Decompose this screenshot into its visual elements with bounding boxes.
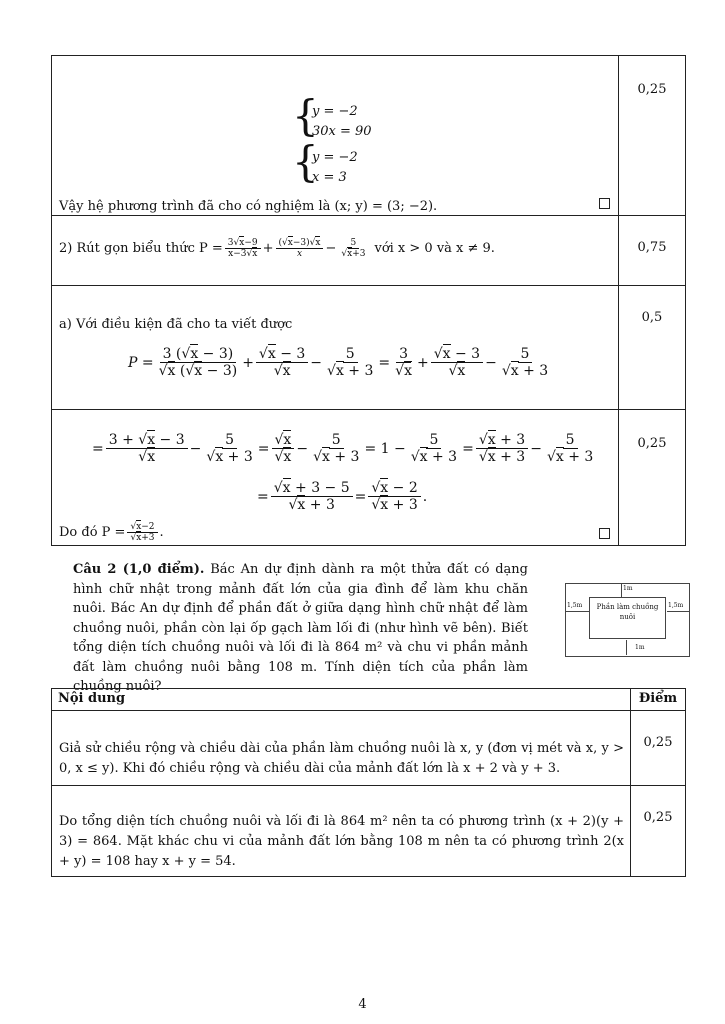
answer-table (51, 688, 686, 877)
header-score: Điểm (631, 689, 686, 711)
score-cell: 0,25 (619, 56, 686, 216)
score-cell: 0,5 (619, 286, 686, 410)
fraction: $\frac{√x-2}{√x+3}$ (127, 522, 157, 544)
fraction: $\frac{5}{√x+3}$ (341, 238, 366, 260)
fraction: $\frac{3 + √x - 3}{√x}$ (106, 432, 188, 465)
rewritten-expression: P = $\frac{3 (√x - 3)}{√x (√x - 3)}$ + $\frac{√x - 3}{√x}$ − $\frac{5}{√x + 3}$ = $\frac{3}{√x}$ + $\frac{√x - 3}{√x}$ − $\frac{5}{√x + 3}$ (128, 346, 553, 379)
fraction: $\frac{3}{√x}$ (395, 346, 412, 380)
intro-text: 2) Rút gọn biểu thức P = (59, 241, 223, 257)
solution-table (51, 55, 686, 546)
fraction: $\frac{5}{√x + 3}$ (206, 432, 253, 466)
page-number: 4 (358, 997, 367, 1012)
answer-row-text: Giả sử chiều rộng và chiều dài của phần làm chuồng nuôi là x, y (đơn vị mét và x, y > 0, x ≤ y). Khi đó chiều rộng và chiều dài của mảnh đất lớn là x + 2 và y + 3. (52, 711, 631, 786)
fraction: $\frac{5}{√x + 3}$ (501, 346, 549, 380)
conclusion-text: Vậy hệ phương trình đã cho có nghiệm là (x; y) = (3; −2). (59, 199, 438, 214)
question-body: Bác An dự định dành ra một thửa đất có dạng hình chữ nhật trong mảnh đất lớn của gia đình để làm khu chăn nuôi. Bác An dự định để phần đất ở giữa dạng hình chữ nhật để làm chuồng nuôi, phần còn lại ốp gạch làm lối đi (như hình vẽ bên). Biết tổng diện tích chuồng nuôi và lối đi là 864 m² và chu vi phần mảnh đất làm chuồng nuôi bằng 108 m. Tính diện tích của phần làm chuồng nuôi? (73, 562, 529, 694)
row3-content (52, 286, 619, 410)
fraction: $\frac{√x + 3 - 5}{√x + 3}$ (271, 480, 353, 513)
left-dimension: 1,5m (567, 602, 583, 609)
equation-line: 30x = 90 (312, 124, 372, 139)
condition-text: với x > 0 và x ≠ 9. (374, 241, 495, 257)
fraction: $\frac{√x + 3}{√x + 3}$ (476, 432, 528, 465)
bottom-dimension: 1m (635, 644, 645, 651)
question-2-text (73, 560, 528, 697)
row4-content (52, 410, 619, 546)
fraction: $\frac{√x - 3}{√x}$ (431, 346, 483, 379)
land-diagram (565, 583, 690, 657)
expression-P: 2) Rút gọn biểu thức P = $\frac{3√x-9}{x-3√x}$ + $\frac{(√x-3)√x}{x}$ − $\frac{5}{√x+3}$ với x > 0 và x ≠ 9. (59, 238, 495, 260)
fraction: $\frac{√x - 3}{√x}$ (256, 346, 308, 379)
fraction: $\frac{√x}{√x}$ (272, 432, 295, 465)
fraction: $\frac{3√x-9}{x-3√x}$ (225, 238, 261, 260)
fraction: $\frac{3 (√x - 3)}{√x (√x - 3)}$ (158, 346, 238, 380)
row1-content: { y = −2 30x = 90 { y = −2 x = 3 Vậy hệ phương trình đã cho có nghiệm là (x; y) = (3; −2). (52, 56, 619, 216)
header-content: Nội dung (52, 689, 631, 711)
therefore-text: Do đó P = (59, 525, 126, 541)
right-dimension: 1,5m (668, 602, 684, 609)
final-result: Do đó P = $\frac{√x-2}{√x+3}$ . (59, 522, 164, 544)
equation-line: x = 3 (312, 170, 347, 185)
equation-line: y = −2 (312, 104, 358, 119)
simplification-line-2: = $\frac{√x + 3 - 5}{√x + 3}$ = $\frac{√x - 2}{√x + 3}$ . (257, 480, 428, 514)
answer-row-text: Do tổng diện tích chuồng nuôi và lối đi là 864 m² nên ta có phương trình (x + 2)(y + 3) = 864. Mặt khác chu vi của mảnh đất lớn bằng 108 m nên ta có phương trình 2(x + y) = 108 hay x + y = 54. (52, 786, 631, 877)
fraction: $\frac{√x - 2}{√x + 3}$ (368, 480, 420, 513)
top-dimension: 1m (623, 585, 633, 592)
score-cell: 0,75 (619, 216, 686, 286)
fraction: $\frac{(√x-3)√x}{x}$ (276, 238, 324, 260)
pen-area-label: Phần làm chuồng nuôi (589, 597, 666, 639)
qed-square-icon (599, 198, 610, 209)
equation-line: y = −2 (312, 150, 358, 165)
fraction: $\frac{5}{√x + 3}$ (327, 346, 374, 380)
question-title: Câu 2 (1,0 điểm). (73, 562, 205, 577)
intro-text: a) Với điều kiện đã cho ta viết được (59, 317, 293, 332)
simplification-line-1: = $\frac{3 + √x - 3}{√x}$ − $\frac{5}{√x + 3}$ = $\frac{√x}{√x}$ − $\frac{5}{√x + 3}$ = 1 − $\frac{5}{√x + 3}$ = $\frac{√x + 3}{√x + 3}$ − $\frac{5}{√x + 3}$ (92, 432, 598, 465)
fraction: $\frac{5}{√x + 3}$ (410, 432, 458, 466)
fraction: $\frac{5}{√x + 3}$ (546, 432, 594, 466)
qed-square-icon (599, 528, 610, 539)
row2-content (52, 216, 619, 286)
score-cell: 0,25 (631, 786, 686, 877)
score-cell: 0,25 (619, 410, 686, 546)
score-cell: 0,25 (631, 711, 686, 786)
fraction: $\frac{5}{√x + 3}$ (313, 432, 360, 466)
